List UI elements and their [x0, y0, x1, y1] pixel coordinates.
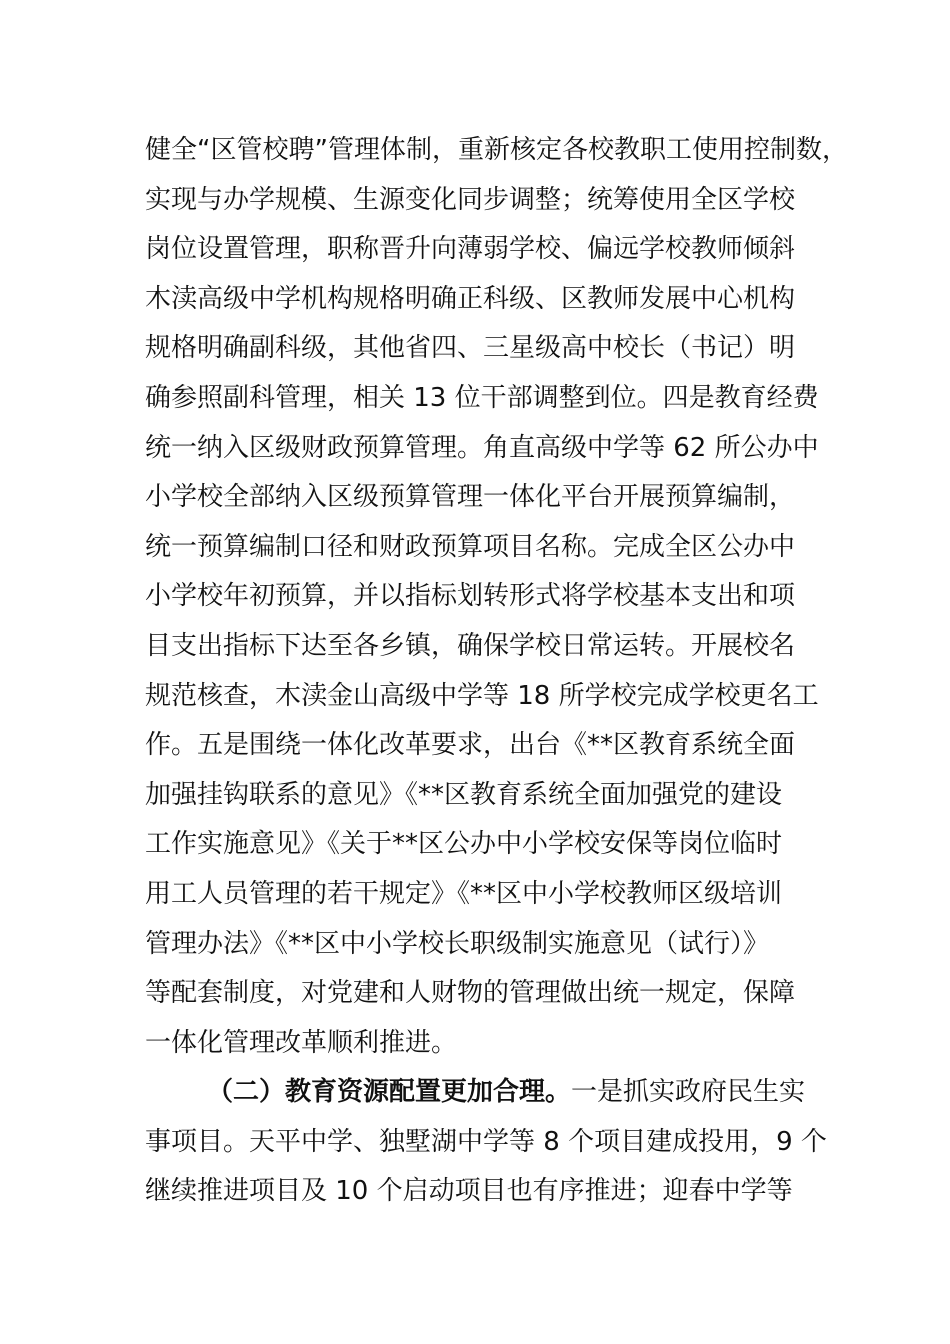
text-line: 加强挂钩联系的意见》《**区教育系统全面加强党的建设 [145, 779, 783, 810]
text-line: 规范核查，木渎金山高级中学等 18 所学校完成学校更名工 [145, 680, 819, 711]
text-line: 木渎高级中学机构规格明确正科级、区教师发展中心机构 [145, 283, 796, 314]
text-line: 规格明确副科级，其他省四、三星级高中校长（书记）明 [145, 333, 796, 364]
text-line: 等配套制度，对党建和人财物的管理做出统一规定，保障 [145, 978, 796, 1009]
section-heading-line [145, 1068, 825, 1118]
text-line: 确参照副科管理，相关 13 位干部调整到位。四是教育经费 [145, 382, 819, 413]
text-line: 统一纳入区级财政预算管理。角直高级中学等 62 所公办中 [145, 432, 819, 463]
text-line: 继续推进项目及 10 个启动项目也有序推进；迎春中学等 [145, 1176, 793, 1207]
text-line: 目支出指标下达至各乡镇，确保学校日常运转。开展校名 [145, 630, 796, 661]
text-line: 事项目。天平中学、独墅湖中学等 8 个项目建成投用，9 个 [145, 1126, 827, 1157]
text-line: 实现与办学规模、生源变化同步调整；统筹使用全区学校 [145, 184, 796, 215]
text-line: 工作实施意见》《关于**区公办中小学校安保等岗位临时 [145, 829, 783, 860]
text-line: 岗位设置管理，职称晋升向薄弱学校、偏远学校教师倾斜 [145, 234, 796, 265]
text-line: 统一预算编制口径和财政预算项目名称。完成全区公办中 [145, 531, 796, 562]
text-line: 管理办法》《**区中小学校长职级制实施意见（试行）》 [145, 928, 770, 959]
text-line: 用工人员管理的若干规定》《**区中小学校教师区级培训 [145, 878, 783, 909]
text-line: 健全“区管校聘”管理体制，重新核定各校教职工使用控制数， [145, 135, 848, 165]
text-line: 一体化管理改革顺利推进。 [145, 1027, 458, 1058]
text-line: 小学校全部纳入区级预算管理一体化平台开展预算编制， [145, 482, 796, 513]
text-line: 小学校年初预算，并以指标划转形式将学校基本支出和项 [145, 581, 796, 612]
section-first-line-text: 一是抓实政府民生实 [571, 1077, 806, 1108]
body-text [145, 126, 848, 1217]
section-heading: （二）教育资源配置更加合理。 [207, 1077, 572, 1108]
text-line: 作。五是围绕一体化改革要求，出台《**区教育系统全面 [145, 730, 796, 761]
